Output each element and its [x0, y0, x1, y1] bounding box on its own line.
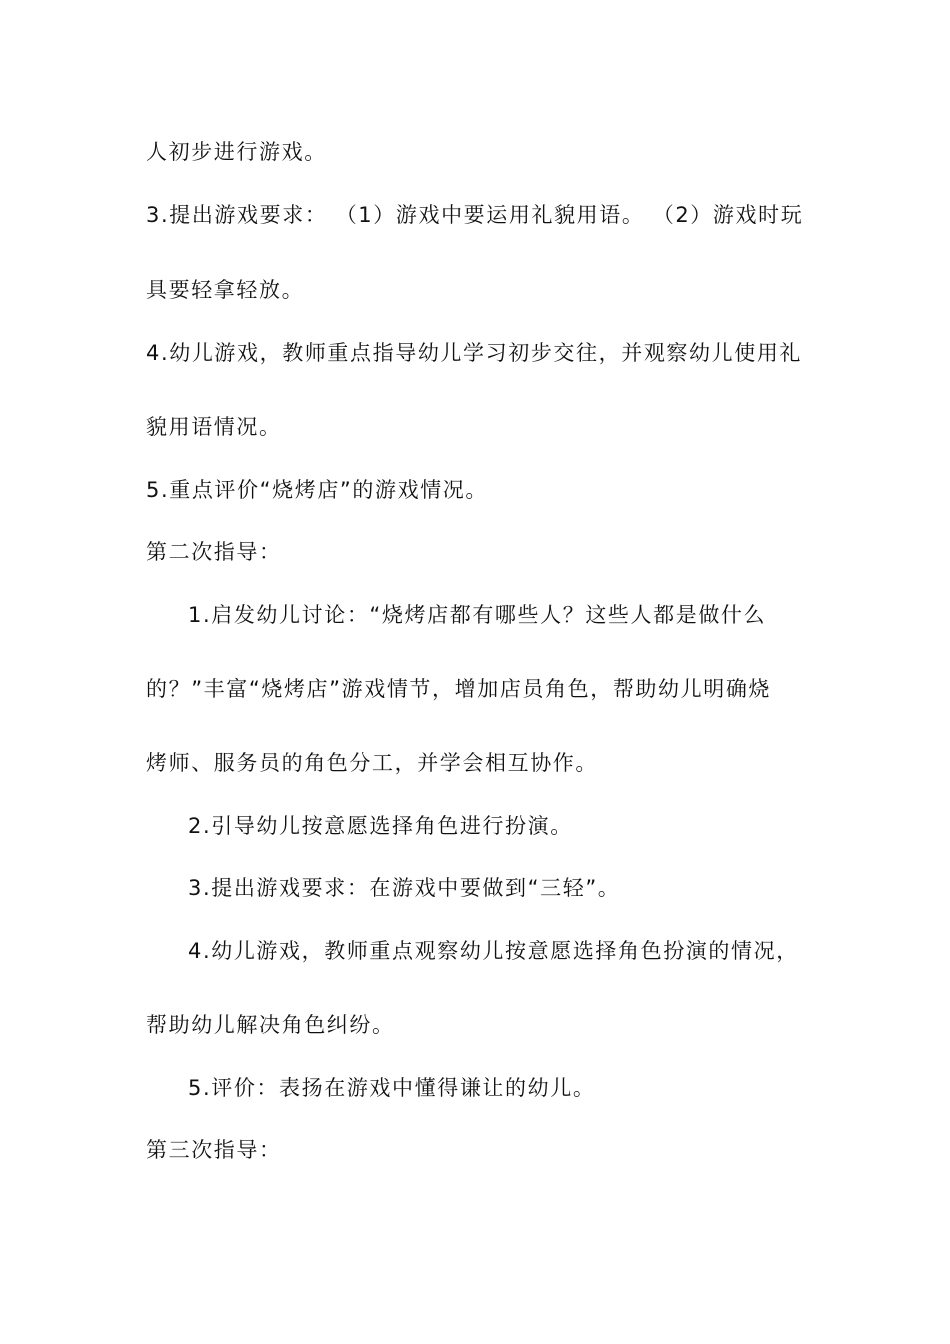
paragraph-line: 4.幼儿游戏，教师重点指导幼儿学习初步交往，并观察幼儿使用礼: [146, 341, 803, 365]
paragraph-line: 貌用语情况。: [146, 415, 282, 439]
paragraph-line: 1.启发幼儿讨论：“烧烤店都有哪些人？这些人都是做什么: [188, 603, 767, 627]
section-heading: 第二次指导：: [146, 540, 282, 564]
paragraph-line: 5.重点评价“烧烤店”的游戏情况。: [146, 478, 488, 502]
paragraph-line: 5.评价：表扬在游戏中懂得谦让的幼儿。: [188, 1076, 596, 1100]
paragraph-line: 人初步进行游戏。: [146, 140, 327, 164]
paragraph-line: 帮助幼儿解决角色纠纷。: [146, 1013, 395, 1037]
paragraph-line: 的？”丰富“烧烤店”游戏情节，增加店员角色，帮助幼儿明确烧: [146, 677, 772, 701]
section-heading: 第三次指导：: [146, 1138, 282, 1162]
paragraph-line: 烤师、服务员的角色分工，并学会相互协作。: [146, 751, 598, 775]
paragraph-line: 2.引导幼儿按意愿选择角色进行扮演。: [188, 814, 573, 838]
paragraph-line: 3.提出游戏要求： （1）游戏中要运用礼貌用语。 （2）游戏时玩: [146, 203, 804, 227]
paragraph-line: 具要轻拿轻放。: [146, 278, 305, 302]
paragraph-line: 3.提出游戏要求：在游戏中要做到“三轻”。: [188, 876, 621, 900]
paragraph-line: 4.幼儿游戏，教师重点观察幼儿按意愿选择角色扮演的情况，: [188, 939, 799, 963]
